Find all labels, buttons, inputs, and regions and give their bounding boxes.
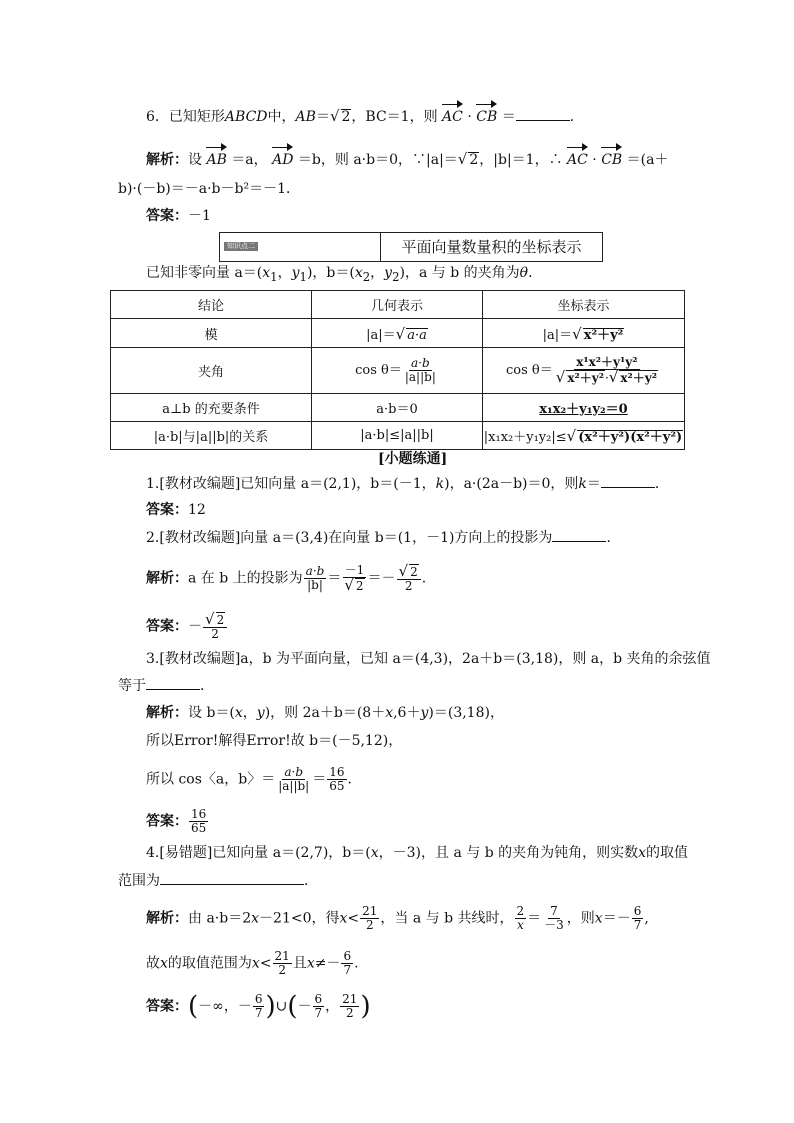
p1-question: 1.[教材改编题]已知向量 a＝(2,1)，b＝(－1，k)，a·(2a－b)＝0，则k＝ ．: [146, 473, 669, 495]
coordinate-table: [110, 290, 685, 450]
p2-question: 2.[教材改编题]向量 a＝(3,4)在向量 b＝(1，－1)方向上的投影为 ．: [146, 527, 620, 549]
p4-question-line2: 范围为 ．: [118, 870, 318, 892]
p3-solution-line2: 所以Error!解得Error!故 b＝(－5,12)，: [146, 733, 403, 749]
table-row: a⊥b 的充要条件 a·b＝0 x₁x₂＋y₁y₂＝0: [111, 394, 685, 422]
answer-blank: [516, 106, 570, 121]
intro-line: 已知非零向量 $a=(x_1$，$y_1$)，$b=(x_2$，$y_2$)，a 与 b 的夹角为θ．: [146, 265, 543, 284]
p3-solution-line3: 所以 cos〈a，b〉＝ $\frac{a\cdot b}{|a||b|}$ ＝ $\frac{16}{65}$ .: [146, 765, 352, 793]
p3-answer: 答案： $\frac{16}{65}$: [146, 807, 207, 835]
p3-solution-line1: 解析：设 b＝(x，y)，则 2a＋b＝(8＋x,6＋y)＝(3,18)，: [146, 705, 504, 721]
q6-question: 6．已知矩形ABCD中，AB＝√ 2，BC＝1，则 AC · CB ＝ ．: [146, 102, 584, 128]
p2-answer: 答案：－ $\frac{√ 2}{2}$: [146, 612, 228, 641]
q6-solution-line1: 解析：设 AB ＝a， AD ＝b，则 a·b＝0，∵|a|＝√ 2，|b|＝1，∴ AC · CB ＝(a＋: [146, 145, 668, 171]
q6-solution-line2: b)·(－b)＝－a·b－b²＝－1．: [118, 181, 300, 197]
table-row: |a·b|与|a||b|的关系 |a·b|≤|a||b| |x₁x₂＋y₁y₂|≤√ (x²＋y²)(x²＋y²): [111, 422, 685, 450]
vector-cb: CB: [476, 102, 497, 128]
vector-ac: AC: [442, 102, 463, 128]
table-row: 模 |a|＝√ a·a |a|＝√ x²＋y²: [111, 319, 685, 348]
p3-question-line2: 等于 ．: [118, 675, 214, 697]
p4-solution-line2: 故x的取值范围为x< $\frac{21}{2}$ 且x≠－ $\frac{6}{7}$ .: [146, 949, 359, 977]
p4-solution-line1: 解析：由 a·b＝2x－21<0，得x< $\frac{21}{2}$ ，当 a 与 b 共线时， $\frac{2}{x}$ ＝ $\frac{7}{-3}$ ，则x＝－ $\frac{6}{7}$ ,: [146, 904, 649, 932]
q6-answer: 答案：－1: [146, 208, 211, 224]
section-tag: 知识点二: [220, 233, 381, 261]
p3-question-line1: 3.[教材改编题]a，b 为平面向量，已知 a＝(4,3)，2a＋b＝(3,18)，则 a，b 夹角的余弦值: [146, 651, 711, 667]
section-title: 平面向量数量积的坐标表示: [401, 238, 582, 256]
p4-answer: 答案：(－∞，－ $\frac{6}{7}$ )∪(－ $\frac{6}{7}$ ， $\frac{21}{2}$ ): [146, 991, 371, 1022]
p1-answer: 答案：12: [146, 502, 206, 518]
p4-question-line1: 4.[易错题]已知向量 a＝(2,7)，b＝(x，－3)，且 a 与 b 的夹角为钝角，则实数x的取值: [146, 845, 689, 861]
table-header-row: 结论 几何表示 坐标表示: [111, 291, 685, 319]
p2-solution: 解析：a 在 b 上的投影为 $\frac{a\cdot b}{|b|}$ ＝ $\frac{-1}{√ 2}$ ＝－ $\frac{√ 2}{2}$ .: [146, 562, 427, 594]
table-row: 夹角 cos θ＝ $\frac{a\cdot b}{|a||b|}$ cos θ＝ $\frac{\text{x¹x²＋y¹y²}}{\text{√ x²＋y²·√ x²＋y²}}$: [111, 348, 685, 394]
section-header: [219, 232, 603, 262]
practice-title: [小题练通]: [378, 451, 448, 467]
